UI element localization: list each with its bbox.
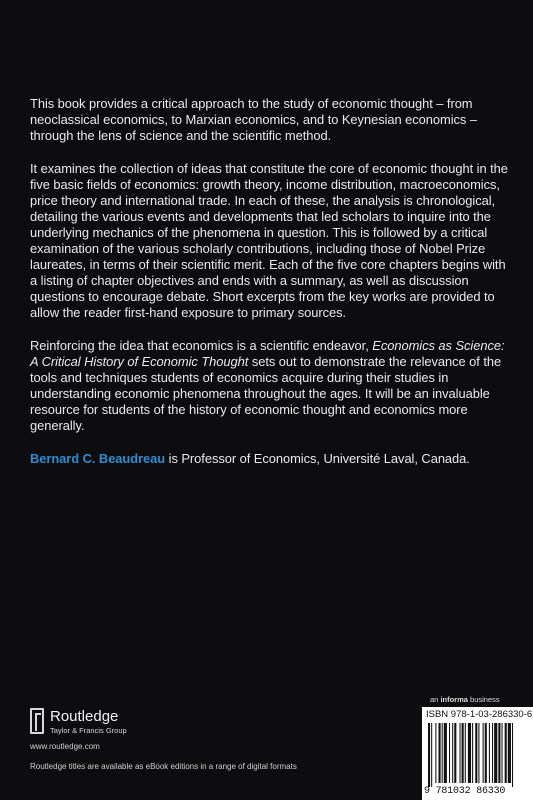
barcode-bar <box>489 723 490 783</box>
blurb-paragraph-2: It examines the collection of ideas that constitute the core of economic thought in the five basic fields of economics: growth theory, income distribution, macroeconomics, price theory and international trade. In each of these, the analysis is chronological, detailing the various events and developments that led scholars to inquire into the underlying mechanics of the phenomena in question. This is followed by a critical examination of the various scholarly contributions, including those of Nobel Prize laureates, in terms of their scientific merit. Each of the five core chapters begins with a listing of chapter objectives and ends with a summary, as well as discussion questions to encourage debate. Short excerpts from the key works are provided to allow the reader first-hand exposure to primary sources. <box>30 160 508 321</box>
barcode-digits: 9 781032 86330 <box>424 786 506 797</box>
barcode-bar <box>485 723 487 783</box>
barcode-bar <box>512 723 513 787</box>
barcode-bar <box>478 723 479 783</box>
barcode-bar <box>494 723 497 783</box>
barcode-bar <box>462 723 464 783</box>
barcode-bar <box>505 723 507 783</box>
author-name: Bernard C. Beaudreau <box>30 450 166 466</box>
ebook-note: Routledge titles are available as eBook editions in a range of digital formats <box>30 762 297 771</box>
informa-prefix: an <box>430 695 441 704</box>
blurb-p3-start: Reinforcing the idea that economics is a scientific endeavor, <box>30 337 373 353</box>
publisher-url: www.routledge.com <box>30 742 100 751</box>
barcode-bar <box>498 723 500 783</box>
author-bio-text: is Professor of Economics, Université Laval, Canada. <box>165 450 470 466</box>
informa-tagline <box>430 695 500 704</box>
barcode-bar <box>435 723 436 783</box>
author-bio <box>30 451 508 467</box>
book-title-italic: Economics as Science: A Critical History of Economic Thought <box>30 337 505 369</box>
informa-bold: informa <box>440 695 468 704</box>
barcode-bar <box>483 723 484 783</box>
informa-suffix: business <box>467 695 500 704</box>
barcode-bar <box>472 723 473 783</box>
barcode-bar <box>492 723 493 783</box>
barcode-bar <box>444 723 447 783</box>
barcode-bar <box>439 723 441 783</box>
barcode-bar <box>508 723 511 783</box>
barcode-bar <box>452 723 453 783</box>
barcode-bar <box>468 723 471 783</box>
blurb-paragraph-3 <box>30 338 508 435</box>
blurb-p3-end: sets out to demonstrate the relevance of the tools and techniques students of economics acquire during their studies in understanding economic phenomena throughout the ages. It will be an invaluable resource for students of the history of economic thought and economics more generally. <box>30 353 502 434</box>
publisher-group: Taylor & Francis Group <box>50 726 127 735</box>
barcode-icon <box>428 723 532 787</box>
barcode-bar <box>428 723 430 787</box>
barcode-bar <box>502 723 503 783</box>
barcode-bar <box>454 723 456 783</box>
blurb-paragraph-1: This book provides a critical approach to the study of economic thought – from neoclassical economics, to Marxian economics, and to Keynesian economics – through the lens of science and the scientific method. <box>30 96 477 144</box>
barcode-bar <box>475 723 477 783</box>
publisher-name: Routledge <box>50 708 119 725</box>
barcode-bar <box>449 723 450 783</box>
barcode-bar <box>442 723 443 783</box>
barcode-bar <box>465 723 466 783</box>
barcode-panel <box>422 707 533 800</box>
routledge-logo-icon <box>30 708 44 734</box>
blurb-text <box>30 96 508 483</box>
isbn-label: ISBN 978-1-03-286330-6 <box>426 709 533 720</box>
barcode-bar <box>431 723 432 787</box>
barcode-bar <box>460 723 461 783</box>
